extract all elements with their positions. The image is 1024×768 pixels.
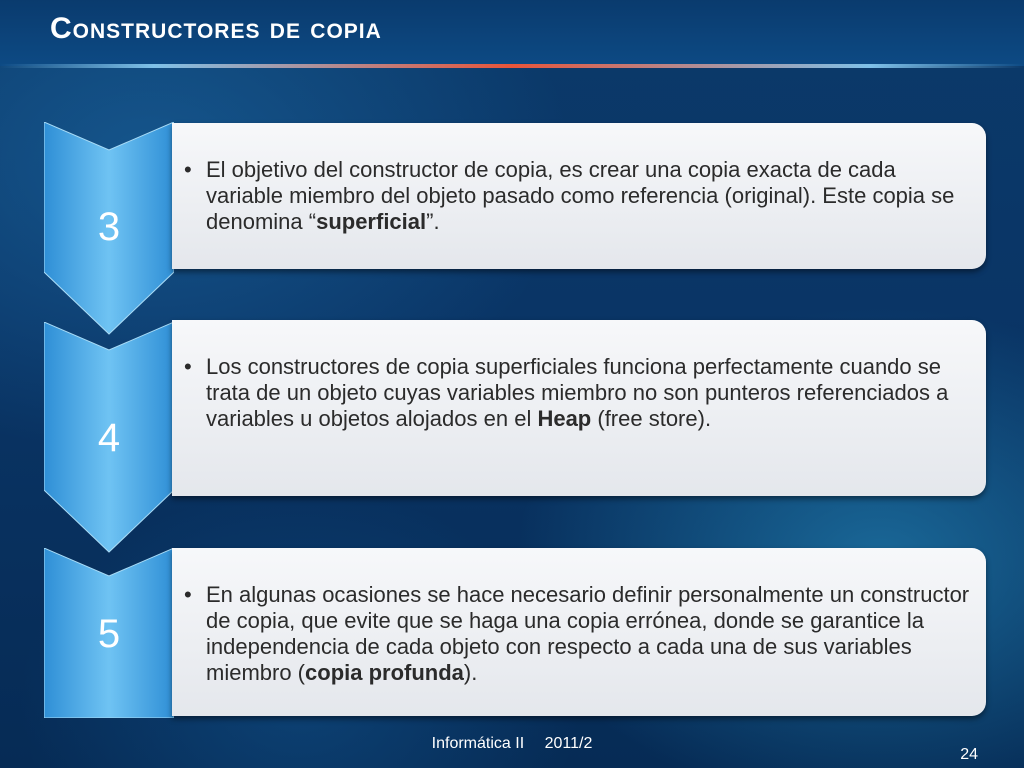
bullet-icon: •	[184, 582, 192, 607]
title-underline	[0, 64, 1024, 68]
step-card-5	[172, 548, 986, 716]
footer-term: 2011/2	[544, 735, 593, 752]
page-number: 24	[960, 746, 978, 763]
bullet-icon: •	[184, 354, 192, 379]
step-card-4	[172, 320, 986, 496]
step-card-3	[172, 123, 986, 269]
step-text-4: • Los constructores de copia superficiales funciona perfectamente cuando se trata de un objeto cuyas variables miembro no son punteros referenciados a variables u objetos alojados en el Heap (free store).	[184, 354, 949, 431]
bold-term-copia-profunda: copia profunda	[305, 660, 464, 685]
bullet-icon: •	[184, 157, 192, 182]
slide-title: Constructores de copia	[50, 12, 382, 45]
footer-course: Informática II	[431, 735, 525, 752]
step-number-3: 3	[97, 205, 121, 249]
footer	[0, 735, 1024, 753]
step-number-5: 5	[97, 612, 121, 656]
bold-term-heap: Heap	[537, 406, 592, 431]
bold-term-superficial: superficial	[316, 209, 427, 234]
step-text-3: • El objetivo del constructor de copia, es crear una copia exacta de cada variable miembro del objeto pasado como referencia (original). Este copia se denomina “superficial”.	[184, 157, 955, 234]
step-number-4: 4	[97, 416, 121, 460]
step-text-5: • En algunas ocasiones se hace necesario definir personalmente un constructor de copia, que evite que se haga una copia errónea, donde se garantice la independencia de cada objeto con respecto a cada una de sus variables miembro (copia profunda).	[184, 582, 970, 685]
